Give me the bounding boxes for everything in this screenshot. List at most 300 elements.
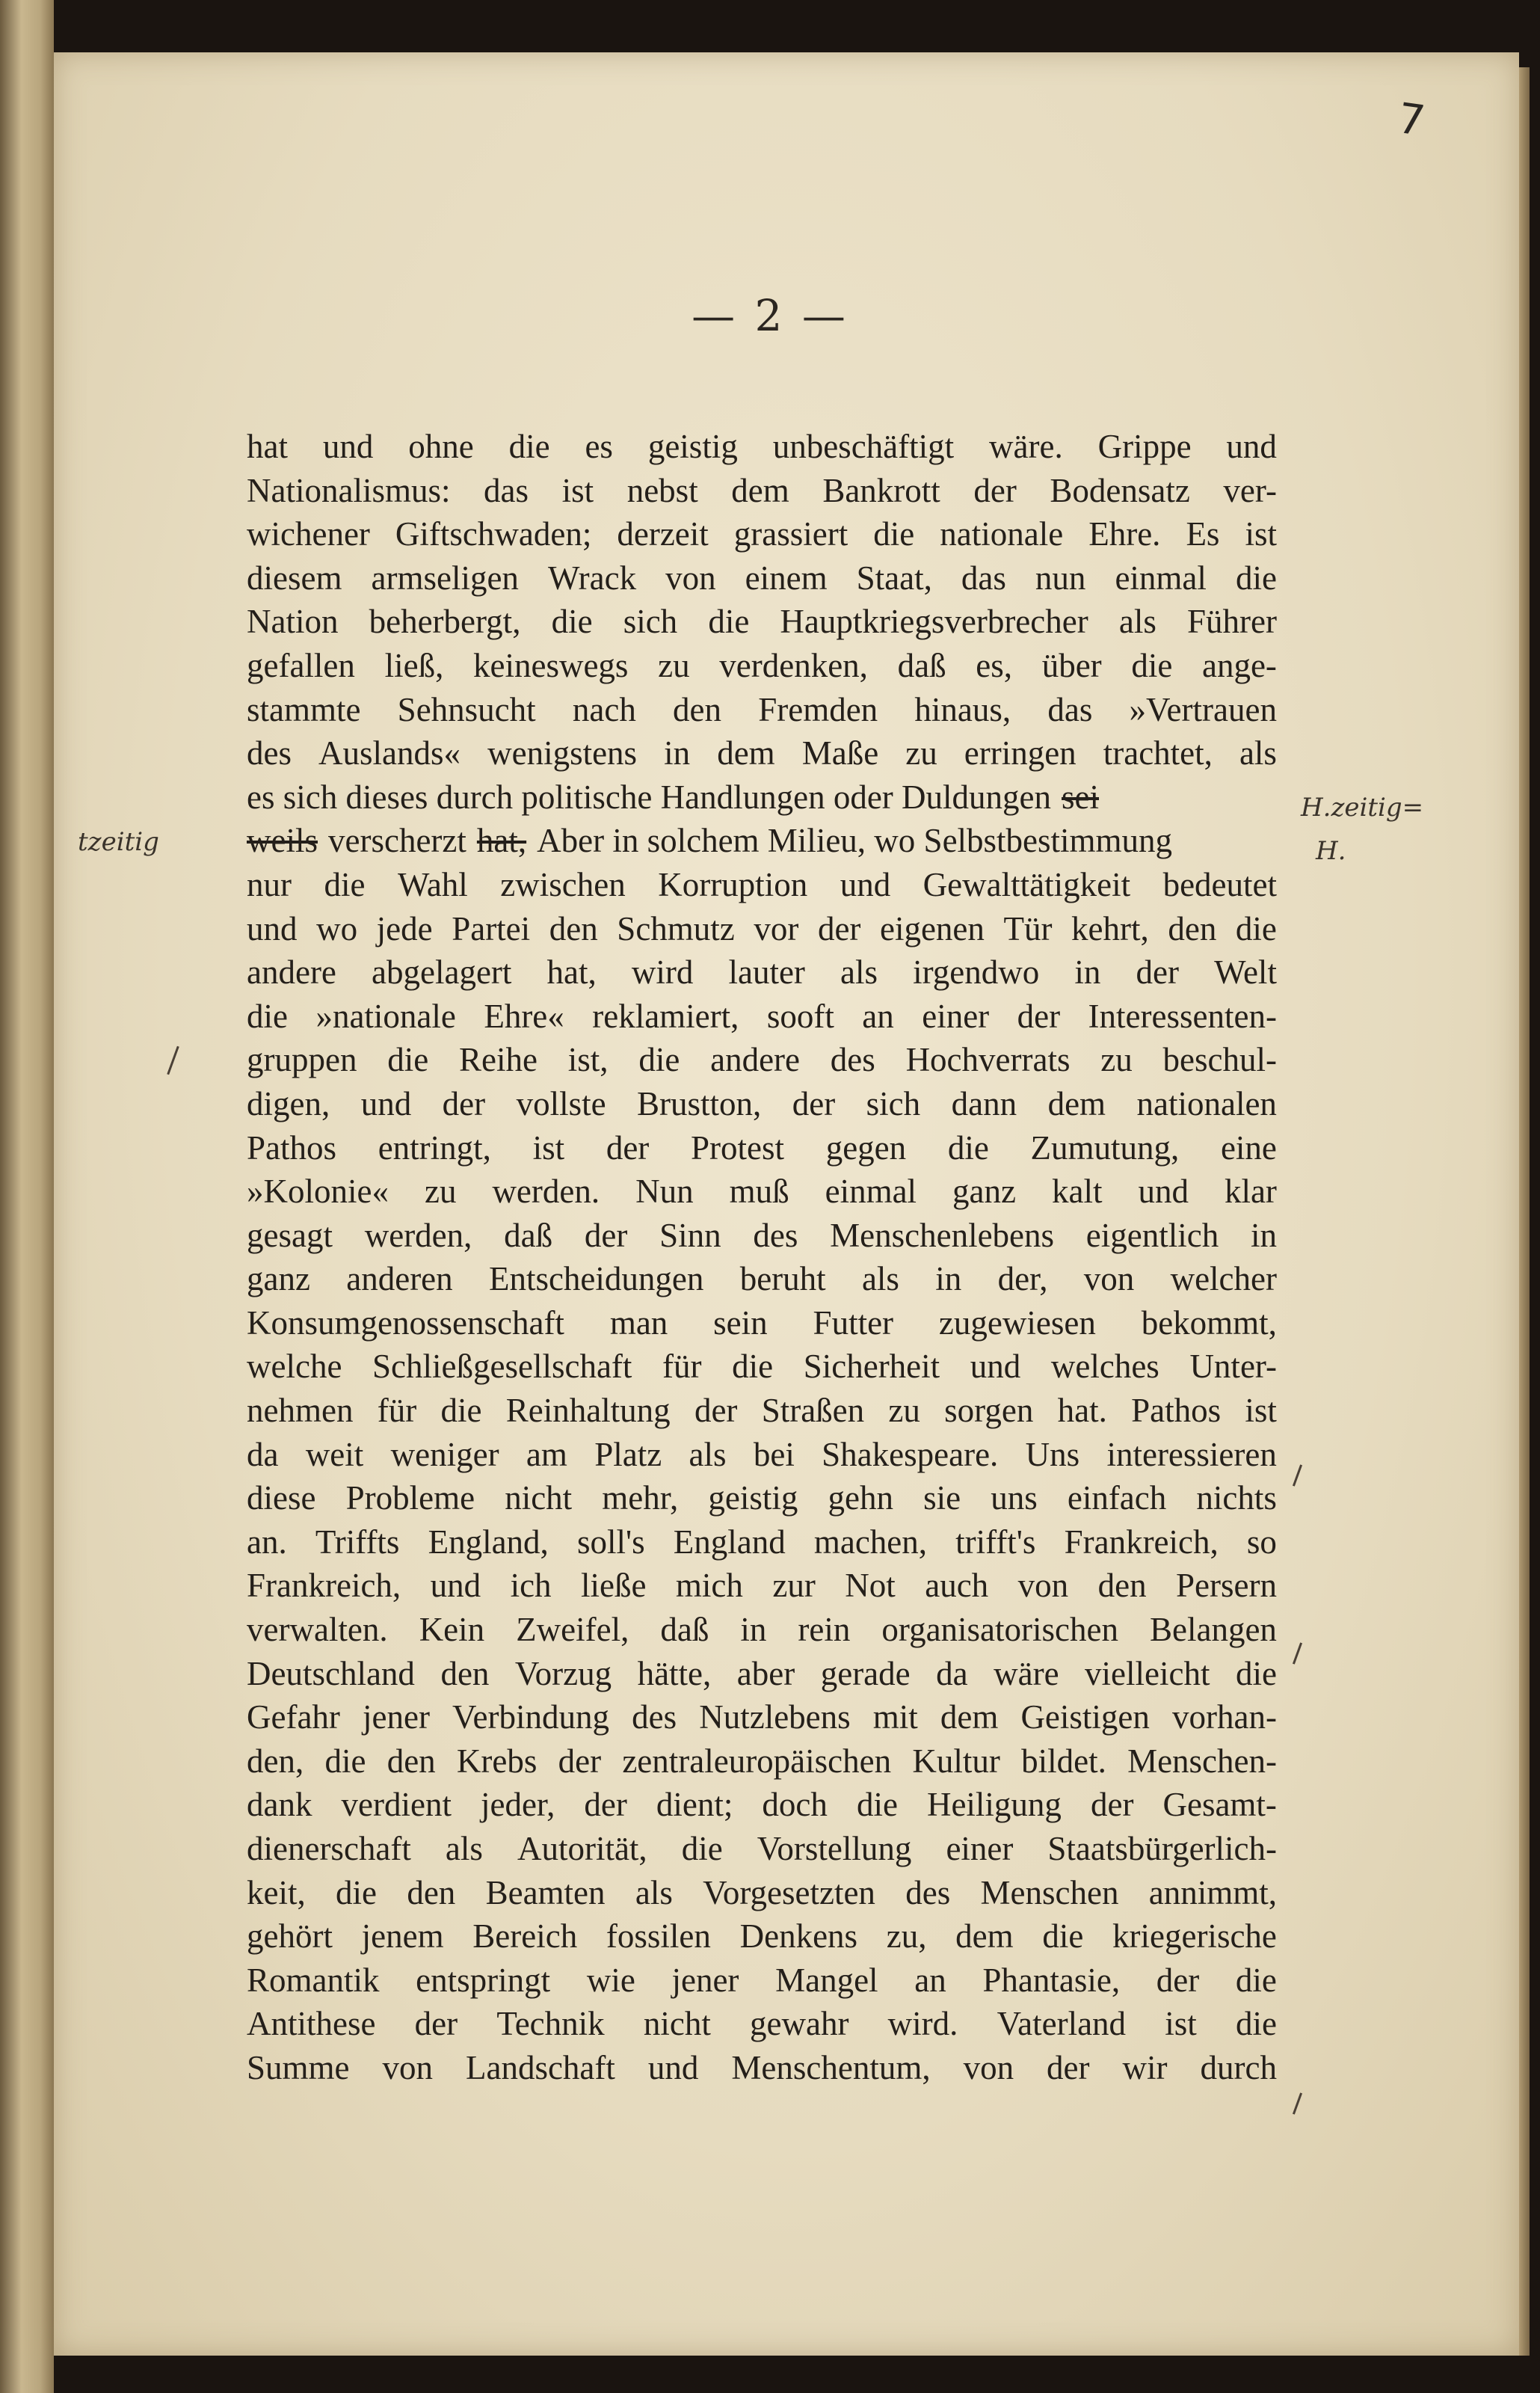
word: keit, — [247, 1873, 306, 1911]
word: beruht — [739, 1260, 826, 1298]
word: Reihe — [459, 1041, 538, 1079]
word: der — [606, 1128, 650, 1167]
text-line — [247, 1301, 1277, 1345]
word: ist — [532, 1128, 565, 1167]
word: ist — [561, 471, 594, 509]
word: England — [673, 1523, 786, 1561]
word: Belangen — [1150, 1611, 1277, 1649]
word: nebst — [626, 471, 698, 509]
word: der — [1156, 1961, 1200, 1999]
word: nicht — [505, 1479, 573, 1517]
word: jenem — [361, 1917, 444, 1956]
word: die — [247, 997, 288, 1035]
word: die — [324, 1742, 366, 1780]
word: der — [1017, 997, 1061, 1035]
word: abgelagert — [372, 953, 512, 992]
word: Denkens — [739, 1917, 858, 1956]
text-line — [247, 819, 1277, 863]
struck-word: sei — [1062, 778, 1100, 816]
word: und — [970, 1348, 1021, 1386]
word: beschul- — [1162, 1041, 1277, 1079]
word: einer — [946, 1830, 1014, 1867]
word: Autorität, — [517, 1830, 647, 1867]
handwritten-folio-number: 7 — [1394, 93, 1428, 147]
word: welche — [247, 1348, 342, 1386]
text-segment: es sich dieses durch politische Handlungen oder Duldungen — [247, 778, 1052, 816]
word: Pathos — [247, 1128, 337, 1167]
word: »Kolonie« — [247, 1173, 389, 1211]
word: einmal — [825, 1173, 917, 1211]
word: keineswegs — [473, 646, 629, 684]
word: den, — [247, 1742, 304, 1780]
word: Vorgesetzten — [703, 1873, 875, 1911]
word: derzeit — [617, 515, 709, 553]
text-line — [247, 1564, 1277, 1608]
text-line — [247, 1827, 1277, 1871]
word: nationalen — [1136, 1084, 1277, 1122]
word: verdient — [341, 1786, 452, 1824]
word: organisatorischen — [881, 1611, 1118, 1649]
word: wäre. — [989, 428, 1063, 465]
word: dem — [940, 1698, 999, 1736]
word: welcher — [1170, 1260, 1277, 1298]
word: verdenken, — [719, 646, 868, 684]
word: entringt, — [378, 1128, 491, 1167]
word: wie — [586, 1961, 635, 1999]
word: Nutzlebens — [699, 1698, 851, 1736]
word: von — [665, 559, 716, 597]
word: hat, — [546, 953, 597, 992]
word: Interessenten- — [1088, 997, 1277, 1035]
word: hinaus, — [914, 690, 1011, 728]
word: sich — [866, 1084, 921, 1122]
word: gerade — [820, 1654, 911, 1692]
word: den — [1168, 909, 1217, 947]
word: ganz — [247, 1260, 310, 1298]
word: bildet. — [1021, 1742, 1106, 1780]
word: auch — [925, 1567, 989, 1605]
word: Wahl — [397, 865, 468, 903]
word: Zweifel, — [516, 1611, 629, 1649]
word: sie — [923, 1479, 961, 1517]
word: in — [1074, 953, 1101, 992]
word: die — [856, 1786, 898, 1824]
word: aber — [736, 1654, 795, 1692]
word: und — [647, 2048, 699, 2086]
word: Straßen — [761, 1392, 865, 1430]
word: eigentlich — [1085, 1216, 1219, 1254]
word: Bankrott — [822, 471, 940, 509]
word: sein — [713, 1303, 768, 1342]
word: Menschenlebens — [830, 1216, 1055, 1254]
word: dem — [731, 471, 789, 509]
book-spine — [0, 0, 54, 2393]
word: die — [336, 1873, 378, 1911]
word: als — [689, 1435, 727, 1473]
word: daß — [660, 1611, 709, 1649]
word: nicht — [643, 2005, 711, 2043]
word: doch — [762, 1786, 828, 1824]
word: und — [1226, 428, 1277, 465]
word: Verbindung — [452, 1698, 610, 1736]
word: werden. — [492, 1173, 600, 1211]
word: wenigstens — [487, 734, 638, 772]
word: dient; — [656, 1786, 733, 1824]
word: die — [708, 603, 750, 641]
word: Vaterland — [997, 2005, 1127, 2043]
word: die — [551, 603, 593, 641]
handwritten-margin-note-right: H.zeitig= — [1301, 793, 1424, 823]
word: und — [1138, 1173, 1189, 1211]
word: der — [973, 471, 1017, 509]
word: Beamten — [485, 1873, 606, 1911]
word: und — [430, 1567, 481, 1605]
word: es — [585, 428, 613, 465]
text-line — [247, 688, 1277, 732]
word: die — [873, 515, 915, 553]
word: und — [840, 865, 891, 903]
word: der, — [997, 1260, 1048, 1298]
handwritten-margin-note-left: tzeitig — [78, 827, 159, 857]
word: des — [753, 1216, 798, 1254]
word: Unter- — [1189, 1348, 1277, 1386]
word: vorhan- — [1172, 1698, 1277, 1736]
word: vielleicht — [1085, 1654, 1210, 1692]
word: sorgen — [944, 1392, 1034, 1430]
word: jener — [671, 1961, 739, 1999]
word: die — [324, 865, 366, 903]
word: in — [935, 1260, 962, 1298]
word: welches — [1050, 1348, 1159, 1386]
word: bei — [753, 1435, 795, 1473]
word: da — [936, 1654, 968, 1692]
text-line — [247, 1783, 1277, 1827]
word: als — [1239, 734, 1277, 772]
word: reklamiert, — [592, 997, 739, 1035]
word: das — [961, 559, 1006, 597]
word: werden, — [364, 1216, 472, 1254]
page-edge — [1519, 67, 1530, 2356]
word: einem — [745, 559, 828, 597]
text-line — [247, 1871, 1277, 1915]
text-line — [247, 1170, 1277, 1214]
text-line — [247, 1959, 1277, 2003]
word: Staat, — [856, 559, 932, 597]
text-line — [247, 775, 1277, 820]
word: eigenen — [879, 909, 985, 947]
word: ohne — [408, 428, 474, 465]
word: als — [635, 1873, 673, 1911]
text-line — [247, 1739, 1277, 1784]
word: den — [673, 690, 722, 728]
word: zu, — [886, 1917, 927, 1956]
text-line — [247, 731, 1277, 775]
word: bekommt, — [1141, 1303, 1277, 1342]
word: Nation — [247, 603, 339, 641]
word: Auslands« — [318, 734, 461, 772]
word: der — [817, 909, 861, 947]
word: und — [322, 428, 374, 465]
word: die — [1235, 909, 1277, 947]
word: dem — [955, 1917, 1014, 1956]
word: Protest — [690, 1128, 784, 1167]
text-line — [247, 863, 1277, 907]
word: Es — [1186, 515, 1220, 553]
text-segment: Aber in solchem Milieu, wo Selbstbestimmung — [537, 822, 1173, 860]
word: am — [526, 1435, 567, 1473]
word: von — [382, 2048, 433, 2086]
word: rein — [798, 1611, 851, 1649]
word: Triffts — [315, 1523, 400, 1561]
text-line — [247, 1345, 1277, 1389]
word: Not — [845, 1567, 896, 1605]
word: kehrt, — [1071, 909, 1149, 947]
word: wäre — [994, 1654, 1059, 1692]
word: Mangel — [775, 1961, 878, 1999]
text-line — [247, 600, 1277, 644]
word: an — [914, 1961, 946, 1999]
word: die — [387, 1041, 429, 1079]
word: zugewiesen — [938, 1303, 1096, 1342]
text-line — [247, 1082, 1277, 1126]
word: wir — [1122, 2048, 1168, 2086]
word: Sehnsucht — [397, 690, 536, 728]
word: ange- — [1201, 646, 1277, 684]
word: Vorstellung — [757, 1830, 912, 1867]
word: gewahr — [750, 2005, 849, 2043]
word: zwischen — [500, 865, 626, 903]
word: den — [440, 1654, 490, 1692]
word: hat — [247, 428, 288, 465]
word: geistig — [708, 1479, 798, 1517]
word: zur — [772, 1567, 816, 1605]
text-line — [247, 1257, 1277, 1301]
word: Nationalismus: — [247, 471, 451, 509]
text-line — [247, 512, 1277, 556]
word: zu — [658, 646, 690, 684]
word: die — [732, 1348, 774, 1386]
word: sooft — [766, 997, 834, 1035]
text-line — [247, 2002, 1277, 2046]
word: Uns — [1025, 1435, 1080, 1473]
word: gesagt — [247, 1216, 333, 1254]
text-line — [247, 1433, 1277, 1477]
word: daß — [504, 1216, 553, 1254]
word: grassiert — [733, 515, 848, 553]
word: und — [360, 1084, 412, 1122]
word: Maße — [801, 734, 879, 772]
word: dem — [1047, 1084, 1106, 1122]
word: Shakespeare. — [822, 1435, 999, 1473]
word: Romantik — [247, 1961, 380, 1999]
word: ist — [1165, 2005, 1197, 2043]
word: Führer — [1186, 603, 1277, 641]
word: Menschen — [980, 1873, 1119, 1911]
word: Persern — [1176, 1567, 1277, 1605]
word: Deutschland — [247, 1654, 415, 1692]
text-line — [247, 1476, 1277, 1520]
word: wird. — [887, 2005, 958, 2043]
word: die — [440, 1392, 482, 1430]
word: Bodensatz — [1050, 471, 1190, 509]
text-line — [247, 1038, 1277, 1082]
word: als — [445, 1830, 483, 1867]
word: ist — [1245, 1392, 1277, 1430]
word: jede — [376, 909, 433, 947]
word: Tür — [1003, 909, 1053, 947]
word: den — [407, 1873, 456, 1911]
word: einer — [922, 997, 990, 1035]
word: Pathos — [1131, 1392, 1222, 1430]
struck-word: weils — [247, 822, 318, 860]
word: dienerschaft — [247, 1830, 411, 1867]
word: einmal — [1115, 559, 1207, 597]
text-line — [247, 425, 1277, 469]
word: ver- — [1223, 471, 1277, 509]
word: Ehre« — [484, 997, 564, 1035]
word: dann — [951, 1084, 1017, 1122]
word: zu — [888, 1392, 920, 1430]
word: stammte — [247, 690, 361, 728]
word: Bereich — [472, 1917, 578, 1956]
word: gegen — [825, 1128, 907, 1167]
handwritten-margin-note-right: H. — [1316, 836, 1346, 866]
word: England, — [428, 1523, 549, 1561]
word: nichts — [1196, 1479, 1277, 1517]
word: unbeschäftigt — [772, 428, 955, 465]
word: in — [664, 734, 691, 772]
word: für — [377, 1392, 417, 1430]
word: von — [963, 2048, 1014, 2086]
word: als — [861, 1260, 899, 1298]
word: das — [484, 471, 529, 509]
word: erringen — [964, 734, 1077, 772]
word: ganz — [952, 1173, 1016, 1211]
word: Nun — [635, 1173, 694, 1211]
word: des — [905, 1873, 951, 1911]
text-line — [247, 1608, 1277, 1652]
word: Sinn — [659, 1216, 721, 1254]
word: die — [508, 428, 550, 465]
page-number: — 2 — — [692, 290, 848, 341]
word: andere — [710, 1041, 800, 1079]
word: des — [632, 1698, 677, 1736]
word: die — [638, 1041, 680, 1079]
word: gehn — [828, 1479, 893, 1517]
word: ist, — [567, 1041, 609, 1079]
word: kriegerische — [1112, 1917, 1277, 1956]
word: da — [247, 1435, 279, 1473]
word: Schmutz — [617, 909, 735, 947]
word: hätte, — [637, 1654, 712, 1692]
word: Kultur — [912, 1742, 1000, 1780]
word: die — [1235, 1654, 1277, 1692]
word: Futter — [813, 1303, 894, 1342]
word: weniger — [390, 1435, 499, 1473]
word: der — [442, 1084, 486, 1122]
word: annimmt, — [1148, 1873, 1277, 1911]
word: geistig — [647, 428, 738, 465]
word: verwalten. — [247, 1611, 388, 1649]
word: als — [1118, 603, 1156, 641]
word: Menschentum, — [731, 2048, 931, 2086]
word: ich — [510, 1567, 552, 1605]
word: Fremden — [758, 690, 878, 728]
word: den — [386, 1742, 436, 1780]
word: Geistigen — [1020, 1698, 1150, 1736]
word: kalt — [1051, 1173, 1103, 1211]
word: Sicherheit — [803, 1348, 940, 1386]
word: der — [584, 1786, 627, 1824]
body-text — [247, 425, 1277, 2090]
word: vor — [754, 909, 799, 947]
text-line — [247, 1914, 1277, 1959]
word: Platz — [594, 1435, 662, 1473]
word: diese — [247, 1479, 316, 1517]
text-line — [247, 1389, 1277, 1433]
word: die — [681, 1830, 723, 1867]
word: zu — [905, 734, 937, 772]
word: der — [584, 1216, 628, 1254]
word: zu — [1100, 1041, 1133, 1079]
word: jener — [363, 1698, 430, 1736]
word: in — [740, 1611, 767, 1649]
word: man — [609, 1303, 668, 1342]
word: uns — [991, 1479, 1038, 1517]
text-line — [247, 1214, 1277, 1258]
word: die — [1042, 1917, 1084, 1956]
word: Phantasie, — [982, 1961, 1121, 1999]
word: von — [1017, 1567, 1069, 1605]
word: des — [247, 734, 292, 772]
word: die — [1131, 646, 1173, 684]
word: Welt — [1214, 953, 1277, 992]
word: diesem — [247, 559, 342, 597]
word: mich — [675, 1567, 743, 1605]
word: muß — [729, 1173, 789, 1211]
word: Brustton, — [637, 1084, 762, 1122]
word: gruppen — [247, 1041, 357, 1079]
word: das — [1047, 690, 1093, 728]
word: daß — [897, 646, 946, 684]
word: mit — [872, 1698, 918, 1736]
word: gefallen — [247, 646, 355, 684]
word: fossilen — [606, 1917, 711, 1956]
word: Landschaft — [465, 2048, 615, 2086]
word: wichener — [247, 515, 370, 553]
word: an — [862, 997, 894, 1035]
word: Vorzug — [514, 1654, 612, 1692]
word: lauter — [728, 953, 805, 992]
word: irgendwo — [913, 953, 1040, 992]
word: »Vertrauen — [1129, 690, 1277, 728]
word: es, — [976, 646, 1013, 684]
word: interessieren — [1106, 1435, 1277, 1473]
word: durch — [1200, 2048, 1277, 2086]
word: gehört — [247, 1917, 333, 1956]
word: so — [1246, 1523, 1277, 1561]
word: wo — [316, 909, 358, 947]
word: entspringt — [416, 1961, 551, 1999]
word: Gefahr — [247, 1698, 340, 1736]
word: Giftschwaden; — [395, 515, 592, 553]
word: Krebs — [456, 1742, 538, 1780]
word: der — [1090, 1786, 1134, 1824]
word: Antithese — [247, 2005, 376, 2043]
word: vollste — [516, 1084, 606, 1122]
word: in — [1250, 1216, 1277, 1254]
text-line — [247, 1520, 1277, 1564]
